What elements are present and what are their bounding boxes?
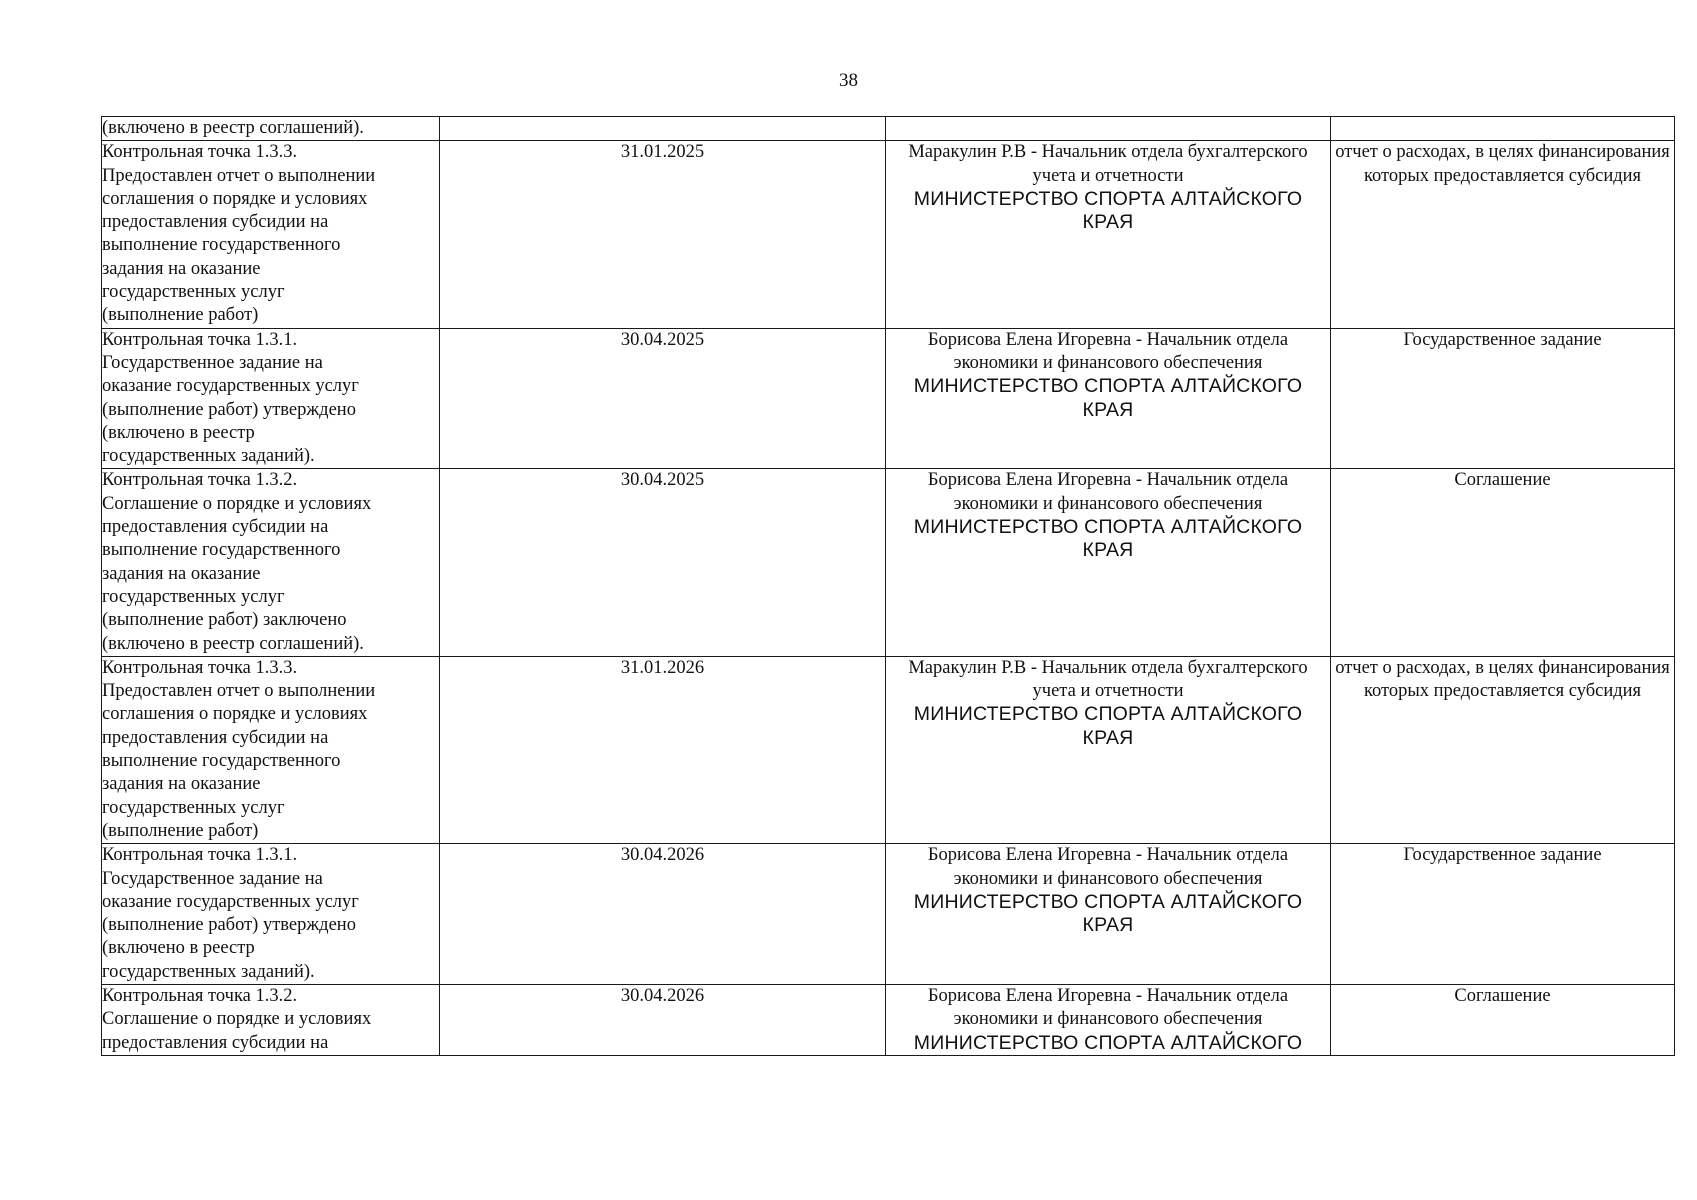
control-point-text: Контрольная точка 1.3.1. Государственное задание на оказание государственных услуг (выполнение работ) утверждено (включено в реестр государственных заданий).	[102, 844, 440, 985]
document-type: отчет о расходах, в целях финансирования которых предоставляется субсидия	[1331, 141, 1675, 328]
responsible-cell	[886, 328, 1331, 469]
responsible-person: Борисова Елена Игоревна - Начальник отдела экономики и финансового обеспечения	[927, 985, 1289, 1030]
due-date: 30.04.2025	[440, 328, 886, 469]
control-point-text: Контрольная точка 1.3.2. Соглашение о порядке и условиях предоставления субсидии на выполнение государственного задания на оказание государственных услуг (выполнение работ) заключено (включено в реестр соглашений).	[102, 469, 440, 656]
document-type: Соглашение	[1331, 469, 1675, 656]
responsible-cell	[886, 141, 1331, 328]
responsible-org: МИНИСТЕРСТВО СПОРТА АЛТАЙСКОГО	[913, 1031, 1303, 1054]
control-point-text: Контрольная точка 1.3.3. Предоставлен отчет о выполнении соглашения о порядке и условиях предоставления субсидии на выполнение государственного задания на оказание государственных услуг (выполнение работ)	[102, 141, 440, 328]
responsible-person: Борисова Елена Игоревна - Начальник отдела экономики и финансового обеспечения	[927, 470, 1289, 514]
document-type: Государственное задание	[1331, 844, 1675, 985]
responsible-cell	[886, 656, 1331, 843]
table-row	[102, 328, 1675, 469]
due-date	[440, 117, 886, 141]
responsible-org: МИНИСТЕРСТВО СПОРТА АЛТАЙСКОГО КРАЯ	[913, 187, 1303, 234]
due-date: 30.04.2025	[440, 469, 886, 656]
responsible-org: МИНИСТЕРСТВО СПОРТА АЛТАЙСКОГО КРАЯ	[913, 516, 1303, 562]
responsible-cell	[886, 117, 1331, 141]
table-row	[102, 656, 1675, 843]
responsible-person: Маракулин Р.В - Начальник отдела бухгалтерского учета и отчетности	[908, 657, 1308, 702]
control-point-text: (включено в реестр соглашений).	[102, 117, 440, 141]
responsible-cell	[886, 469, 1331, 656]
responsible-org: МИНИСТЕРСТВО СПОРТА АЛТАЙСКОГО КРАЯ	[913, 375, 1303, 421]
due-date: 30.04.2026	[440, 984, 886, 1055]
responsible-person: Борисова Елена Игоревна - Начальник отдела экономики и финансового обеспечения	[927, 845, 1289, 889]
responsible-cell	[886, 984, 1331, 1055]
due-date: 31.01.2025	[440, 141, 886, 328]
document-type: Соглашение	[1331, 984, 1675, 1055]
responsible-org: МИНИСТЕРСТВО СПОРТА АЛТАЙСКОГО КРАЯ	[913, 703, 1303, 749]
document-type: Государственное задание	[1331, 328, 1675, 469]
control-points-table	[101, 116, 1675, 1056]
table-row	[102, 984, 1675, 1055]
table-row	[102, 469, 1675, 656]
due-date: 31.01.2026	[440, 656, 886, 843]
document-type	[1331, 117, 1675, 141]
control-point-text: Контрольная точка 1.3.1. Государственное задание на оказание государственных услуг (выполнение работ) утверждено (включено в реестр государственных заданий).	[102, 328, 440, 469]
table-row	[102, 141, 1675, 328]
due-date: 30.04.2026	[440, 844, 886, 985]
responsible-person: Маракулин Р.В - Начальник отдела бухгалтерского учета и отчетности	[908, 142, 1308, 186]
responsible-org: МИНИСТЕРСТВО СПОРТА АЛТАЙСКОГО КРАЯ	[913, 890, 1303, 937]
responsible-person: Борисова Елена Игоревна - Начальник отдела экономики и финансового обеспечения	[927, 329, 1289, 373]
document-type: отчет о расходах, в целях финансирования которых предоставляется субсидия	[1331, 656, 1675, 843]
table-row	[102, 117, 1675, 141]
responsible-cell	[886, 844, 1331, 985]
page-number: 38	[839, 70, 858, 91]
control-point-text: Контрольная точка 1.3.2. Соглашение о порядке и условиях предоставления субсидии на	[102, 984, 440, 1055]
table-row	[102, 844, 1675, 985]
control-point-text: Контрольная точка 1.3.3. Предоставлен отчет о выполнении соглашения о порядке и условиях предоставления субсидии на выполнение государственного задания на оказание государственных услуг (выполнение работ)	[102, 656, 440, 843]
